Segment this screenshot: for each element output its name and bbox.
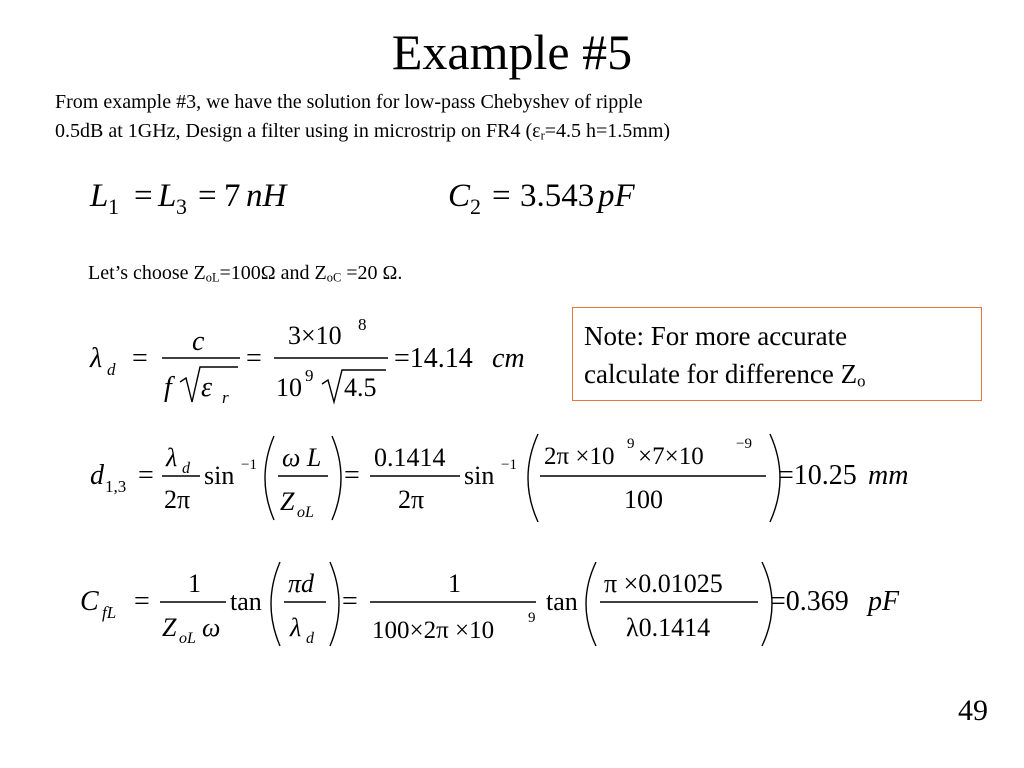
numerator-exponent: 8 xyxy=(358,315,367,334)
argument-numerator: 2π ×10 xyxy=(544,443,615,470)
right-paren xyxy=(332,436,341,520)
lambda-symbol: λ xyxy=(290,613,302,642)
numerator-one: 1 xyxy=(188,569,201,598)
lambda-symbol: λ xyxy=(166,443,178,472)
omega-l: ω L xyxy=(282,443,322,472)
equals-sign: = xyxy=(198,178,217,214)
length-equation xyxy=(88,428,928,528)
zoc-subscript: oC xyxy=(326,270,342,285)
note-subscript: o xyxy=(857,371,866,391)
arcsine-function: sin xyxy=(464,461,495,490)
arcsine-function: sin xyxy=(204,461,235,490)
c2-subscript: 2 xyxy=(470,194,481,219)
capacitance-subscript: fL xyxy=(102,603,117,622)
two-pi: 2π xyxy=(398,485,425,514)
pi-d: πd xyxy=(288,569,315,598)
omega-symbol: ω xyxy=(202,613,221,642)
problem-line-1: From example #3, we have the solution for low-pass Chebyshev of ripple xyxy=(55,91,643,113)
capacitance-result: =0.369 xyxy=(770,586,849,617)
lambda-subscript: d xyxy=(107,360,116,379)
capacitance-unit: pF xyxy=(868,586,900,617)
left-paren xyxy=(528,434,538,522)
argument-numerator: π ×0.01025 xyxy=(604,569,723,598)
l3-symbol: L xyxy=(158,178,177,214)
note-line-2 xyxy=(584,355,981,393)
denominator-exponent: 9 xyxy=(528,610,536,626)
lambda-subscript: d xyxy=(306,630,314,647)
epsilon-subscript: r xyxy=(222,388,229,407)
equals-sign: = xyxy=(492,178,511,214)
page-number: 49 xyxy=(958,694,988,727)
wavelength-unit: cm xyxy=(492,343,525,374)
impedance-choice xyxy=(88,259,402,287)
inductance-value: 7 xyxy=(224,178,241,214)
numerator-value: 0.1414 xyxy=(374,443,446,472)
denominator-exponent: 9 xyxy=(305,366,314,385)
impedance-symbol: Z xyxy=(162,613,177,642)
epsilon-symbol: ε xyxy=(532,120,541,142)
problem-statement xyxy=(55,88,670,146)
wavelength-result: =14.14 xyxy=(394,343,473,374)
note-box xyxy=(572,307,982,401)
c2-symbol: C xyxy=(448,178,471,214)
denominator-value: 100×2π ×10 xyxy=(372,617,495,644)
problem-line-2-start: 0.5dB at 1GHz, Design a filter using in microstrip on FR4 ( xyxy=(55,120,533,142)
inverse-exponent: −1 xyxy=(501,457,517,473)
impedance-symbol: Z xyxy=(280,487,295,516)
epsilon-subscript: r xyxy=(540,128,545,143)
epsilon-symbol: ε xyxy=(201,372,213,403)
note-line-2-text: calculate for difference Z xyxy=(584,359,858,389)
speed-of-light: c xyxy=(192,326,205,357)
equals-sign: = xyxy=(342,586,358,617)
choice-text-end: =20 Ω. xyxy=(341,262,403,284)
tangent-function: tan xyxy=(230,587,262,616)
numerator-one: 1 xyxy=(448,569,461,598)
capacitance-unit: pF xyxy=(598,178,635,214)
two-pi: 2π xyxy=(164,485,191,514)
equals-sign: = xyxy=(246,343,262,374)
equals-sign: = xyxy=(344,460,360,491)
problem-line-2-end: =4.5 h=1.5mm) xyxy=(544,120,671,142)
argument-denominator: 100 xyxy=(624,485,663,514)
denominator-value: 10 xyxy=(276,373,302,402)
length-unit: mm xyxy=(868,460,909,491)
lambda-subscript: d xyxy=(182,460,190,477)
problem-line-2 xyxy=(55,117,670,146)
argument-numerator-cont: ×7×10 xyxy=(638,443,704,470)
numerator-value: 3×10 xyxy=(288,321,342,350)
length-result: =10.25 xyxy=(778,460,857,491)
right-paren xyxy=(330,562,339,646)
note-line-1: Note: For more accurate xyxy=(584,321,848,351)
length-subscript: 1,3 xyxy=(105,477,127,496)
l1-subscript: 1 xyxy=(108,194,119,219)
length-symbol: d xyxy=(90,460,104,491)
numerator-exponent-1: 9 xyxy=(627,436,635,452)
argument-denominator: λ0.1414 xyxy=(626,613,711,642)
given-values-equation xyxy=(80,172,680,222)
frequency-symbol: f xyxy=(164,372,172,403)
equals-sign: = xyxy=(134,586,150,617)
numerator-exponent-2: −9 xyxy=(736,436,752,452)
zol-subscript: oL xyxy=(205,270,220,285)
equals-sign: = xyxy=(134,178,153,214)
permittivity-value: 4.5 xyxy=(344,373,377,402)
impedance-subscript: oL xyxy=(179,630,196,647)
equals-sign: = xyxy=(138,460,154,491)
left-paren xyxy=(271,562,280,646)
impedance-subscript: oL xyxy=(297,504,314,521)
tangent-function: tan xyxy=(546,587,578,616)
wavelength-equation xyxy=(88,312,548,412)
capacitance-value: 3.543 xyxy=(520,178,595,214)
lambda-symbol: λ xyxy=(90,343,103,374)
inverse-exponent: −1 xyxy=(241,457,257,473)
l3-subscript: 3 xyxy=(176,194,187,219)
choice-text-middle: =100Ω and Z xyxy=(219,262,327,284)
equals-sign: = xyxy=(132,343,148,374)
inductance-unit: nH xyxy=(246,178,287,214)
choice-text-start: Let’s choose Z xyxy=(88,262,206,284)
capacitance-equation xyxy=(78,558,918,658)
page-title: Example #5 xyxy=(391,24,633,80)
l1-symbol: L xyxy=(90,178,109,214)
capacitance-symbol: C xyxy=(80,586,99,617)
left-paren xyxy=(265,436,274,520)
left-paren xyxy=(586,562,596,646)
